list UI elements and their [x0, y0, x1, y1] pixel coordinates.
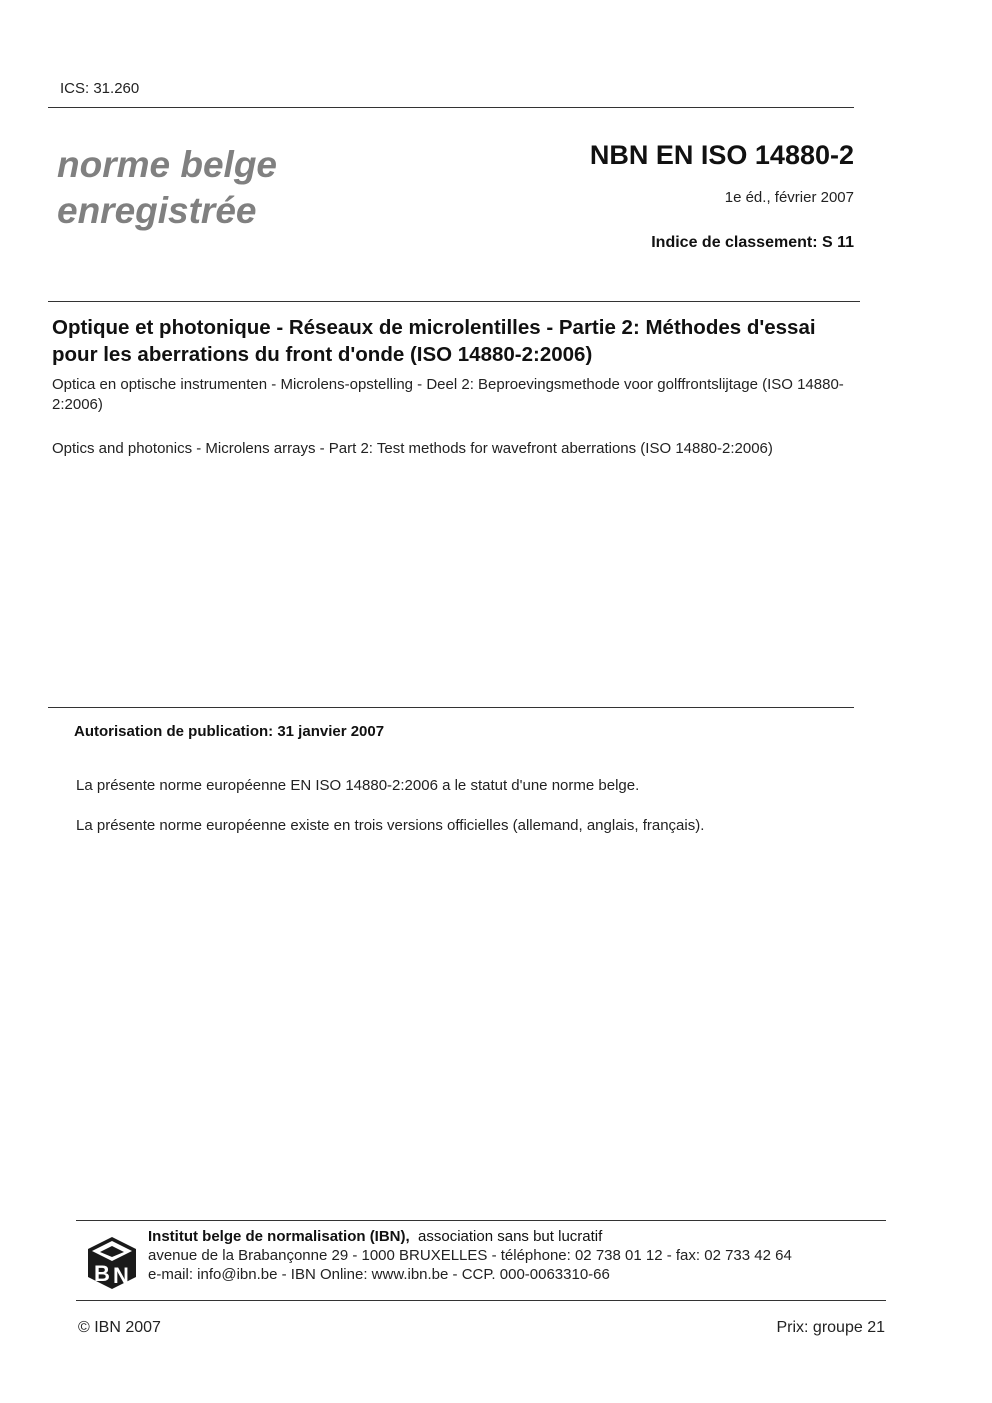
statement-belgian-status: La présente norme européenne EN ISO 14880-2:2006 a le statut d'une norme belge. — [76, 777, 640, 794]
institute-name: Institut belge de normalisation (IBN), — [148, 1228, 410, 1245]
price-group: Prix: groupe 21 — [776, 1319, 885, 1336]
institute-type: association sans but lucratif — [418, 1228, 603, 1245]
footer-rule-top — [76, 1220, 886, 1221]
header-rule-top — [48, 107, 854, 108]
title-dutch: Optica en optische instrumenten - Microlens-opstelling - Deel 2: Beproevingsmethode voor golffrontslijtage (ISO 14880-2:2006) — [52, 376, 844, 413]
norme-line-1: norme belge — [57, 144, 277, 185]
svg-text:N: N — [113, 1263, 129, 1288]
standard-number: NBN EN ISO 14880-2 — [589, 140, 854, 170]
institute-contact: e-mail: info@ibn.be - IBN Online: www.ibn.be - CCP. 000-0063310-66 — [148, 1266, 610, 1283]
classification-index: Indice de classement: S 11 — [651, 234, 854, 251]
ics-code: ICS: 31.260 — [60, 80, 140, 97]
institute-address: avenue de la Brabançonne 29 - 1000 BRUXELLES - téléphone: 02 738 01 12 - fax: 02 733 42 64 — [148, 1247, 792, 1264]
title-rule-top — [48, 301, 860, 302]
publication-rule — [48, 707, 854, 708]
publication-authorization: Autorisation de publication: 31 janvier 2007 — [74, 723, 385, 740]
norme-line-2: enregistrée — [57, 190, 257, 231]
title-english: Optics and photonics - Microlens arrays - Part 2: Test methods for wavefront aberrations (ISO 14880-2:2006) — [52, 440, 773, 457]
title-french: Optique et photonique - Réseaux de microlentilles - Partie 2: Méthodes d'essai pour les aberrations du front d'onde (ISO 14880-2:2006) — [52, 316, 816, 366]
copyright-notice: © IBN 2007 — [78, 1319, 161, 1336]
norme-belge-label — [57, 142, 277, 234]
institute-title — [148, 1228, 602, 1245]
edition-date: 1e éd., février 2007 — [724, 189, 854, 206]
ibn-logo-icon — [84, 1235, 140, 1291]
svg-text:B: B — [94, 1261, 110, 1286]
statement-official-versions: La présente norme européenne existe en trois versions officielles (allemand, anglais, français). — [76, 817, 705, 834]
footer-rule-bottom — [76, 1300, 886, 1301]
